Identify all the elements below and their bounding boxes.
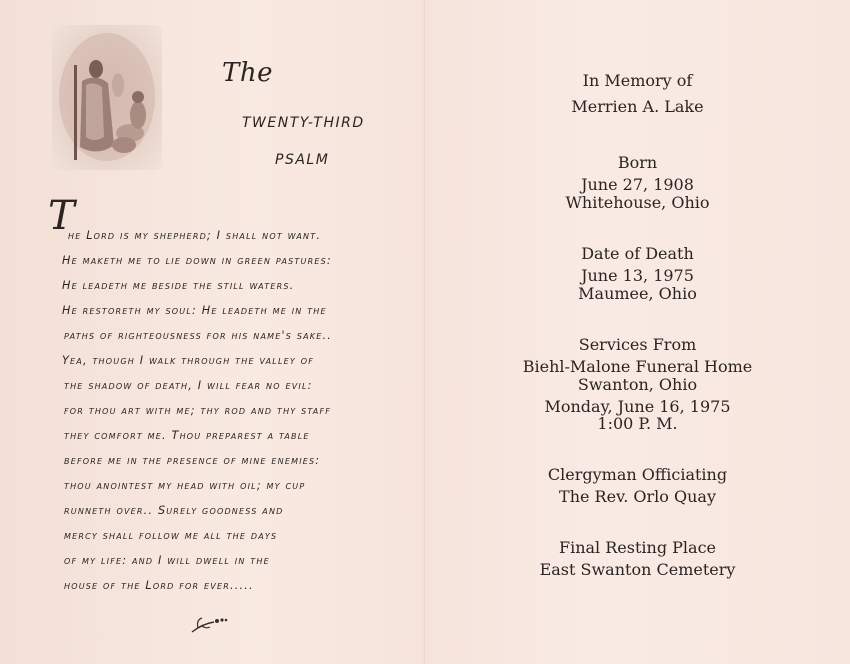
clergy-label: Clergyman Officiating: [547, 465, 728, 484]
psalm-line: runneth over.. Surely goodness and: [64, 504, 284, 517]
psalm-line: He restoreth my soul: He leadeth me in the: [62, 304, 327, 317]
psalm-line: of my life: and I will dwell in the: [64, 554, 270, 567]
psalm-line: before me in the presence of mine enemies:: [64, 454, 321, 467]
psalm-line: house of the Lord for ever.....: [64, 579, 254, 592]
psalm-line: the shadow of death, I will fear no evil:: [64, 379, 313, 392]
flower-sprig-icon: [188, 612, 230, 636]
resting-label: Final Resting Place: [558, 538, 717, 557]
shepherd-picture-icon: [52, 25, 162, 170]
death-date: June 13, 1975: [581, 266, 694, 285]
psalm-line: Yea, though I walk through the valley of: [62, 354, 315, 367]
services-place: Swanton, Ohio: [577, 375, 698, 394]
services-time: 1:00 P. M.: [597, 414, 678, 433]
services-date: Monday, June 16, 1975: [544, 397, 731, 416]
religious-figure-illustration: [52, 25, 162, 170]
psalm-line: he Lord is my shepherd; I shall not want.: [68, 229, 322, 242]
psalm-line: He maketh me to lie down in green pastures:: [62, 254, 332, 267]
psalm-line: He leadeth me beside the still waters.: [62, 279, 295, 292]
services-venue: Biehl-Malone Funeral Home: [522, 357, 753, 376]
born-label: Born: [617, 153, 658, 172]
title-the: The: [222, 58, 273, 88]
psalm-line: for thou art with me; thy rod and thy staff: [64, 404, 332, 417]
psalm-line: mercy shall follow me all the days: [64, 529, 278, 542]
born-date: June 27, 1908: [581, 175, 694, 194]
death-label: Date of Death: [581, 244, 694, 263]
right-page: [425, 0, 850, 664]
in-memory-heading: In Memory of: [582, 71, 693, 90]
deceased-name: Merrien A. Lake: [571, 97, 704, 116]
psalm-line: thou anointest my head with oil; my cup: [64, 479, 306, 492]
death-place: Maumee, Ohio: [578, 284, 697, 303]
services-label: Services From: [578, 335, 697, 354]
psalm-line: they comfort me. Thou preparest a table: [64, 429, 310, 442]
resting-place: East Swanton Cemetery: [539, 560, 736, 579]
title-twenty-third: TWENTY-THIRD: [242, 115, 365, 131]
psalm-line: paths of righteousness for his name's sake..: [64, 329, 332, 342]
clergy-name: The Rev. Orlo Quay: [559, 487, 716, 506]
title-psalm: PSALM: [275, 152, 330, 168]
psalm-dropcap: T: [48, 193, 75, 239]
born-place: Whitehouse, Ohio: [565, 193, 710, 212]
